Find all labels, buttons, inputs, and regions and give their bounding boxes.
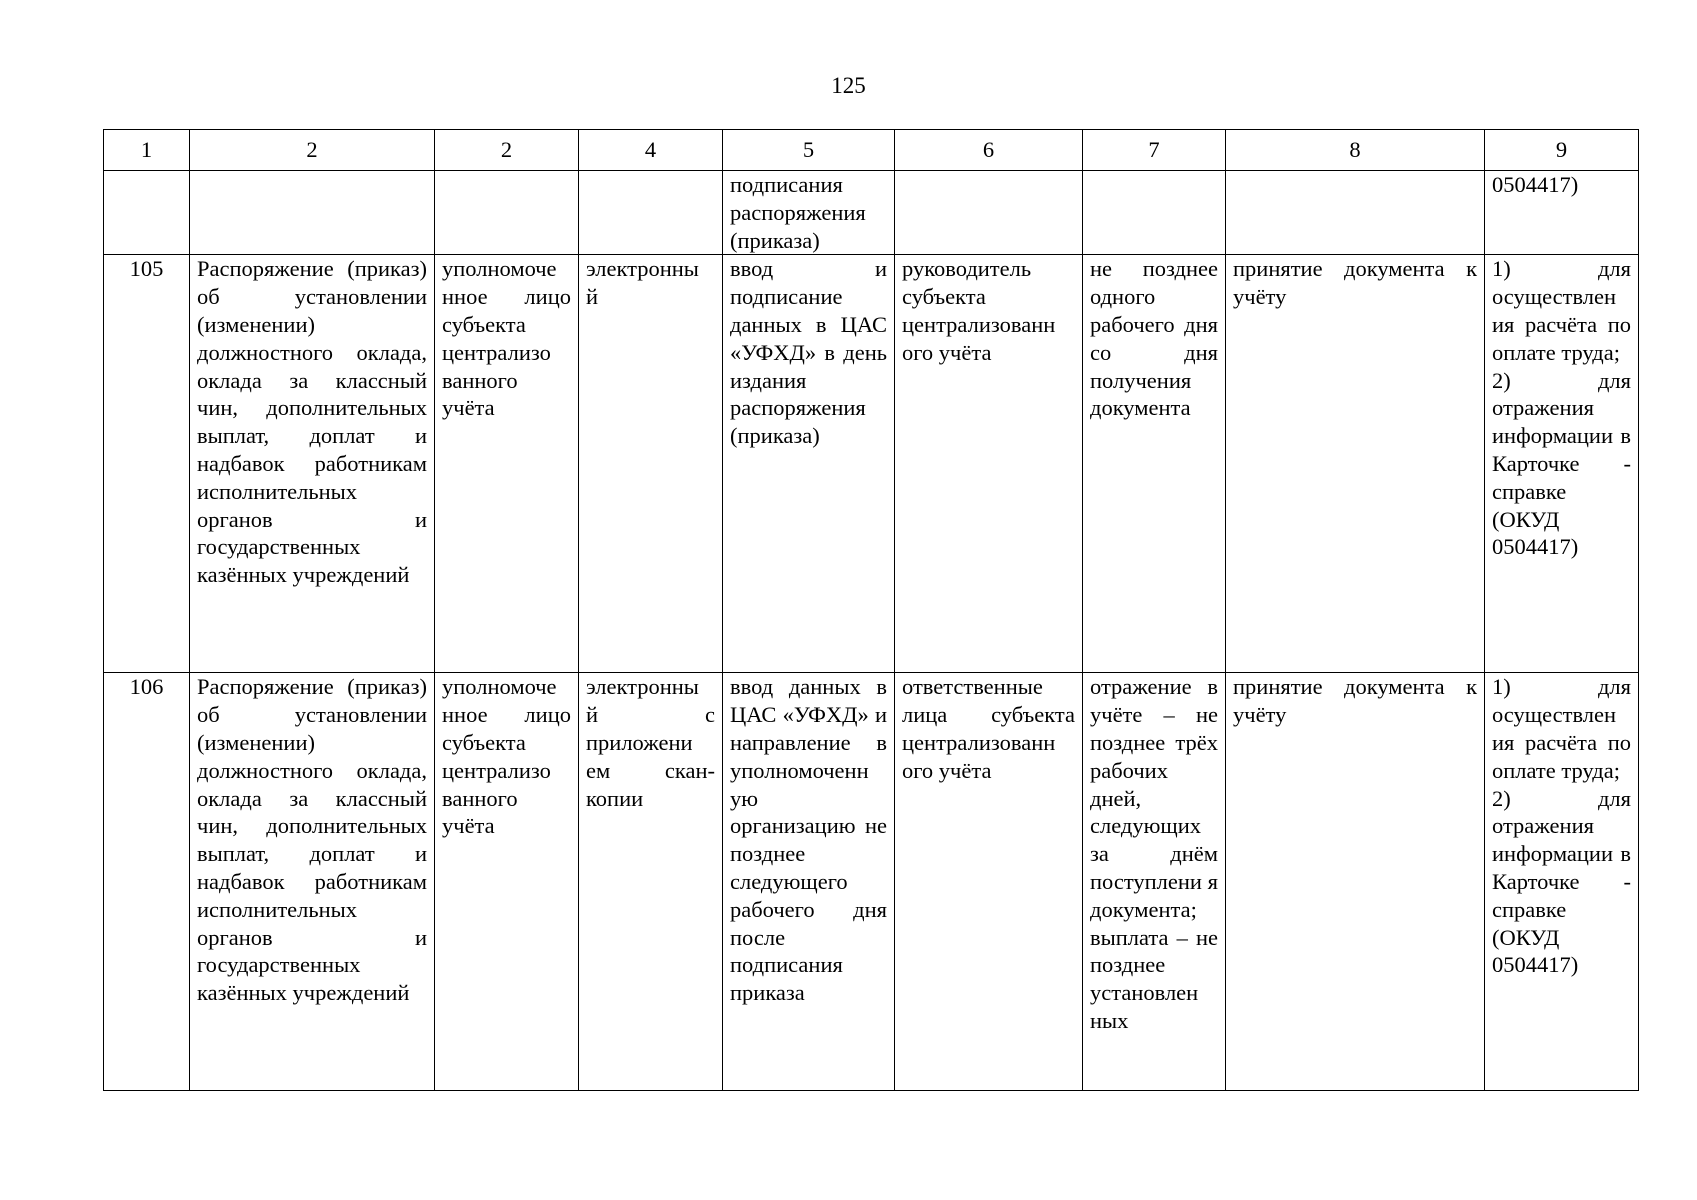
procedure-cell: ввод и подписание данных в ЦАС «УФХД» в день издания распоряжения (приказа) xyxy=(723,255,895,673)
column-number-1: 1 xyxy=(104,130,190,171)
action-cell: принятие документа к учёту xyxy=(1226,255,1485,673)
document-form-cell: электронны й с приложени ем скан-копии xyxy=(579,673,723,1091)
recipient-cell xyxy=(895,171,1083,255)
document-name-cell: Распоряжение (приказ) об установлении (изменении) должностного оклада, оклада за классный чин, дополнительных выплат, доплат и надбавок работникам исполнительных органов и государственных казённых учреждений xyxy=(190,673,435,1091)
document-name-cell xyxy=(190,171,435,255)
row-number-cell: 106 xyxy=(104,673,190,1091)
row-number-cell xyxy=(104,171,190,255)
procedure-cell: ввод данных в ЦАС «УФХД» и направление в уполномоченн ую организацию не позднее следующего рабочего дня после подписания приказа xyxy=(723,673,895,1091)
column-number-7: 7 xyxy=(1083,130,1226,171)
table-row xyxy=(104,673,1639,1091)
table-row xyxy=(104,171,1639,255)
purpose-cell: 1) для осуществлен ия расчёта по оплате труда; 2) для отражения информации в Карточке - справке (ОКУД 0504417) xyxy=(1485,255,1639,673)
column-number-2: 2 xyxy=(190,130,435,171)
table-header-row xyxy=(104,130,1639,171)
purpose-cell: 0504417) xyxy=(1485,171,1639,255)
recipient-cell: руководитель субъекта централизованн ого учёта xyxy=(895,255,1083,673)
document-table xyxy=(103,129,1639,1091)
responsible-person-cell: уполномоче нное лицо субъекта централизо ванного учёта xyxy=(435,255,579,673)
action-cell xyxy=(1226,171,1485,255)
column-number-6: 6 xyxy=(895,130,1083,171)
document-form-cell xyxy=(579,171,723,255)
purpose-cell: 1) для осуществлен ия расчёта по оплате труда; 2) для отражения информации в Карточке - справке (ОКУД 0504417) xyxy=(1485,673,1639,1091)
deadline-cell: отражение в учёте – не позднее трёх рабочих дней, следующих за днём поступлени я документа; выплата – не позднее установлен ных xyxy=(1083,673,1226,1091)
procedure-cell: подписания распоряжения (приказа) xyxy=(723,171,895,255)
document-form-cell: электронны й xyxy=(579,255,723,673)
column-number-5: 5 xyxy=(723,130,895,171)
column-number-4: 4 xyxy=(579,130,723,171)
deadline-cell: не позднее одного рабочего дня со дня получения документа xyxy=(1083,255,1226,673)
column-number-3: 2 xyxy=(435,130,579,171)
responsible-person-cell: уполномоче нное лицо субъекта централизо ванного учёта xyxy=(435,673,579,1091)
column-number-8: 8 xyxy=(1226,130,1485,171)
deadline-cell xyxy=(1083,171,1226,255)
responsible-person-cell xyxy=(435,171,579,255)
table-row xyxy=(104,255,1639,673)
column-number-9: 9 xyxy=(1485,130,1639,171)
action-cell: принятие документа к учёту xyxy=(1226,673,1485,1091)
document-name-cell: Распоряжение (приказ) об установлении (изменении) должностного оклада, оклада за классный чин, дополнительных выплат, доплат и надбавок работникам исполнительных органов и государственных казённых учреждений xyxy=(190,255,435,673)
page-number: 125 xyxy=(831,73,866,98)
recipient-cell: ответственные лица субъекта централизованн ого учёта xyxy=(895,673,1083,1091)
row-number-cell: 105 xyxy=(104,255,190,673)
